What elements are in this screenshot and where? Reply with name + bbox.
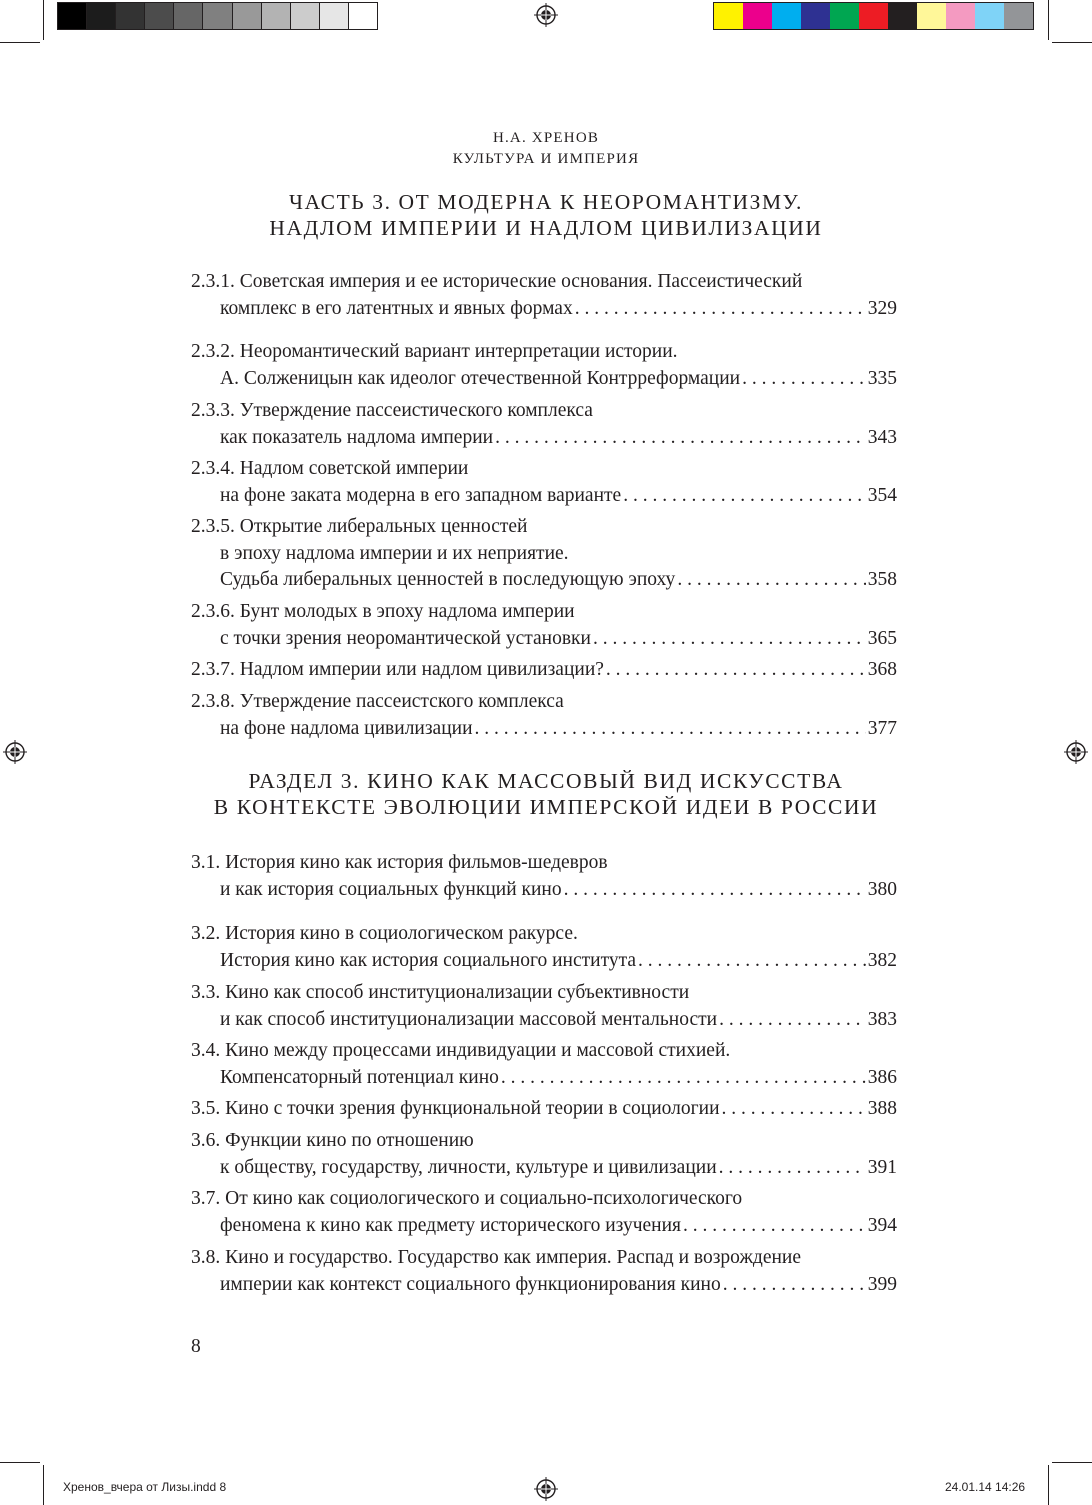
toc-entry-title: 2.3.1. Советская империя и ее исторические основания. Пассеистический (191, 271, 803, 292)
toc-entry-title: 3.2. История кино в социологическом ракурсе. (191, 923, 578, 944)
toc-entry-title: 3.5. Кино с точки зрения функциональной теории в социологии (191, 1098, 720, 1119)
toc-entry-title: 3.8. Кино и государство. Государство как империя. Распад и возрождение (191, 1247, 802, 1268)
running-head (0, 128, 1092, 170)
toc-page-number: 343 (867, 426, 897, 448)
gray-swatch (145, 3, 174, 29)
crop-mark (1048, 0, 1049, 40)
toc-entry-title: на фоне заката модерна в его западном варианте (220, 484, 622, 506)
toc-page-number: 380 (867, 878, 897, 900)
toc-page-number: 358 (867, 569, 897, 590)
leader-dots (475, 716, 866, 743)
toc-page-number: 365 (867, 627, 897, 649)
toc-entry-title: комплекс в его латентных и явных формах (220, 297, 573, 319)
gray-swatch (291, 3, 320, 29)
toc-entry-title: 2.3.6. Бунт молодых в эпоху надлома империи (191, 601, 575, 622)
part-title-line: НАДЛОМ ИМПЕРИИ И НАДЛОМ ЦИВИЛИЗАЦИИ (269, 216, 823, 240)
color-swatch (830, 3, 859, 29)
toc-entry-title: 2.3.4. Надлом советской империи (191, 458, 469, 479)
toc-entry-title: и как способ институционализации массовой ментальности (220, 1008, 718, 1030)
color-swatch (888, 3, 917, 29)
toc-entry-title: и как история социальных функций кино (220, 878, 562, 900)
leader-dots (638, 948, 866, 975)
toc-entry[interactable] (191, 1038, 897, 1091)
color-swatch (975, 3, 1004, 29)
toc-page-number: 388 (867, 1098, 897, 1119)
toc-entry[interactable] (191, 1186, 897, 1239)
leader-dots (575, 296, 866, 323)
toc-entry-title: 3.3. Кино как способ институционализации субъективности (191, 982, 690, 1003)
toc-entry-title: как показатель надлома империи (220, 426, 494, 448)
toc-entry[interactable] (191, 1245, 897, 1298)
toc-entry-title: А. Солженицын как идеолог отечественной Контрреформации (220, 367, 741, 389)
leader-dots (719, 1007, 866, 1034)
registration-mark-icon (3, 740, 27, 764)
slug-date: 24.01.14 14:26 (945, 1480, 1026, 1494)
toc-entry-title: 2.3.2. Неоромантический вариант интерпретации истории. (191, 341, 678, 362)
leader-dots (606, 657, 866, 684)
gray-swatch (320, 3, 349, 29)
slug-filename: Хренов_вчера от Лизы.indd 8 (63, 1480, 227, 1494)
toc-entry-title: в эпоху надлома империи и их неприятие. (220, 542, 569, 564)
toc-entry[interactable] (191, 398, 897, 451)
color-swatch (917, 3, 946, 29)
toc-entry[interactable] (191, 599, 897, 652)
crop-mark (1052, 42, 1092, 43)
leader-dots (719, 1155, 866, 1182)
registration-mark-icon (534, 3, 558, 27)
color-swatch (1004, 3, 1033, 29)
crop-mark (0, 42, 40, 43)
toc-entry[interactable] (191, 850, 897, 903)
toc-entry-title: на фоне надлома цивилизации (220, 717, 473, 739)
toc-entry[interactable] (191, 689, 897, 742)
crop-mark (1052, 1462, 1092, 1463)
toc-page-number: 394 (867, 1214, 897, 1236)
toc-entry-title: История кино как история социального института (220, 949, 637, 971)
gray-swatch (58, 3, 87, 29)
toc-page-number: 391 (867, 1156, 897, 1178)
toc-entry-title: империи как контекст социального функционирования кино (220, 1273, 721, 1295)
leader-dots (495, 425, 866, 452)
color-swatch (859, 3, 888, 29)
gray-swatch (233, 3, 262, 29)
color-swatch (714, 3, 743, 29)
gray-swatch (116, 3, 145, 29)
grayscale-color-bar (57, 2, 378, 30)
toc-page-number: 368 (867, 659, 897, 680)
page-number: 8 (191, 1336, 201, 1357)
crop-mark (43, 1465, 44, 1505)
leader-dots (501, 1065, 866, 1092)
section-title-line: РАЗДЕЛ 3. КИНО КАК МАССОВЫЙ ВИД ИСКУССТВА (248, 769, 844, 793)
leader-dots (723, 1272, 866, 1299)
color-swatch (743, 3, 772, 29)
toc-entry-title: Судьба либеральных ценностей в последующую эпоху (220, 569, 676, 590)
toc-entry[interactable] (191, 1096, 897, 1123)
toc-entry[interactable] (191, 269, 897, 322)
leader-dots (683, 1213, 866, 1240)
gray-swatch (87, 3, 116, 29)
registration-mark-icon (1064, 740, 1088, 764)
toc-entry-title: 2.3.7. Надлом империи или надлом цивилизации? (191, 659, 604, 680)
toc-entry-title: 2.3.5. Открытие либеральных ценностей (191, 516, 528, 537)
toc-entry[interactable] (191, 921, 897, 974)
leader-dots (742, 366, 866, 393)
toc-page-number: 383 (867, 1008, 897, 1030)
process-color-bar (713, 2, 1034, 30)
toc-entry[interactable] (191, 980, 897, 1033)
toc-entry[interactable] (191, 1128, 897, 1181)
toc-entry-title: феномена к кино как предмету исторического изучения (220, 1214, 682, 1236)
leader-dots (677, 567, 865, 594)
leader-dots (722, 1096, 866, 1123)
toc-entry[interactable] (191, 657, 897, 684)
toc-entry-title: с точки зрения неоромантической установки (220, 627, 591, 649)
registration-mark-icon (534, 1477, 558, 1501)
toc-entry-title: 3.6. Функции кино по отношению (191, 1130, 474, 1151)
toc-entry-title: 2.3.3. Утверждение пассеистического комплекса (191, 400, 593, 421)
gray-swatch (349, 3, 377, 29)
part-title (0, 189, 1092, 241)
toc-page-number: 386 (867, 1066, 897, 1088)
crop-mark (1048, 1465, 1049, 1505)
gray-swatch (203, 3, 232, 29)
crop-mark (0, 1462, 40, 1463)
toc-page-number: 329 (867, 297, 897, 319)
toc-entry-title: 3.4. Кино между процессами индивидуации и массовой стихией. (191, 1040, 731, 1061)
toc-page-number: 399 (867, 1273, 897, 1295)
toc-entry[interactable] (191, 339, 897, 392)
part-title-line: ЧАСТЬ 3. ОТ МОДЕРНА К НЕОРОМАНТИЗМУ. (289, 190, 803, 214)
toc-entry-title: Компенсаторный потенциал кино (220, 1066, 499, 1088)
author-name: Н.А. ХРЕНОВ (492, 130, 600, 146)
toc-page-number: 354 (867, 484, 897, 506)
toc-page-number: 335 (867, 367, 897, 389)
color-swatch (801, 3, 830, 29)
leader-dots (593, 626, 866, 653)
toc-page-number: 382 (867, 949, 897, 971)
toc-entry-title: 2.3.8. Утверждение пассеистского комплекса (191, 691, 564, 712)
color-swatch (946, 3, 975, 29)
toc-entry-title: 3.1. История кино как история фильмов-шедевров (191, 852, 608, 873)
color-swatch (772, 3, 801, 29)
toc-entry-title: 3.7. От кино как социологического и социально-психологического (191, 1188, 743, 1209)
section-title (0, 768, 1092, 820)
toc-page-number: 377 (867, 717, 897, 739)
toc-entry[interactable] (191, 456, 897, 509)
book-title: КУЛЬТУРА И ИМПЕРИЯ (452, 151, 640, 167)
gray-swatch (174, 3, 203, 29)
section-title-line: В КОНТЕКСТЕ ЭВОЛЮЦИИ ИМПЕРСКОЙ ИДЕИ В РОССИИ (213, 795, 879, 819)
leader-dots (623, 483, 866, 510)
leader-dots (564, 877, 866, 904)
toc-entry-title: к обществу, государству, личности, культуре и цивилизации (220, 1156, 717, 1178)
toc-entry[interactable] (191, 514, 897, 594)
crop-mark (43, 0, 44, 40)
gray-swatch (262, 3, 291, 29)
